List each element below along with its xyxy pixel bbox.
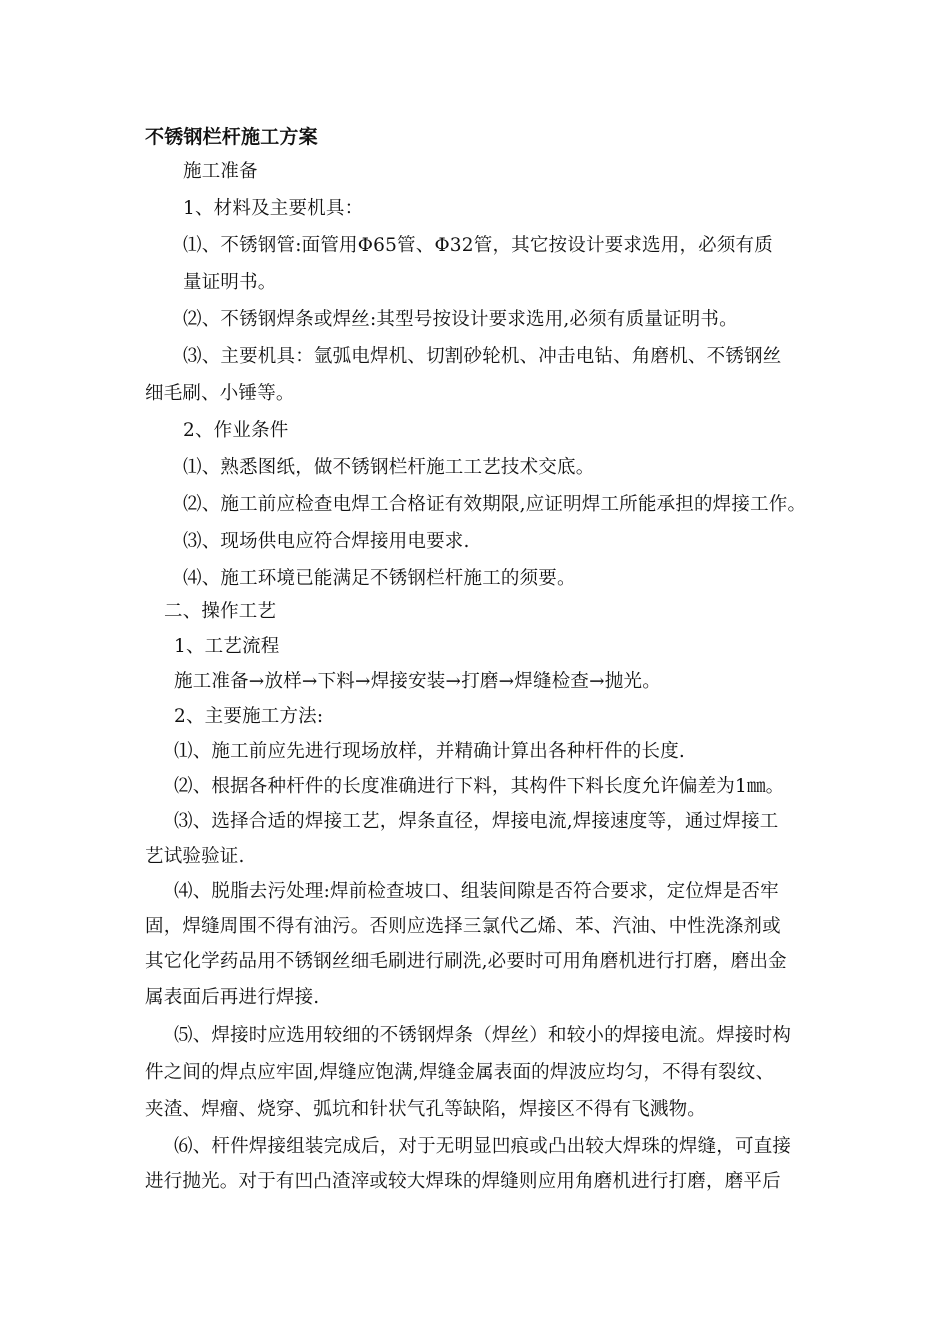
paragraph-line: ⑵、根据各种杆件的长度准确进行下料，其构件下料长度允许偏差为1㎜。 <box>174 776 785 797</box>
paragraph-line: ⑴、施工前应先进行现场放样，并精确计算出各种杆件的长度. <box>174 741 685 762</box>
paragraph-line: 属表面后再进行焊接. <box>145 987 320 1008</box>
section-heading: 二、操作工艺 <box>164 601 277 622</box>
paragraph-line: ⑶、现场供电应符合焊接用电要求. <box>183 531 470 552</box>
paragraph-line: 艺试验验证. <box>145 846 245 867</box>
paragraph-line: ⑷、脱脂去污处理:焊前检查坡口、组装间隙是否符合要求，定位焊是否牢 <box>174 881 779 902</box>
paragraph-line: ⑶、选择合适的焊接工艺，焊条直径，焊接电流,焊接速度等，通过焊接工 <box>174 811 779 832</box>
paragraph-line: 量证明书。 <box>183 272 277 293</box>
paragraph-line: ⑷、施工环境已能满足不锈钢栏杆施工的须要。 <box>183 568 576 589</box>
paragraph-line: 1、工艺流程 <box>174 636 280 657</box>
paragraph-line: 施工准备→放样→下料→焊接安装→打磨→焊缝检查→抛光。 <box>174 671 661 692</box>
paragraph-line: 1、材料及主要机具： <box>183 198 364 219</box>
document-title: 不锈钢栏杆施工方案 <box>145 126 318 148</box>
paragraph-line: 夹渣、焊瘤、烧穿、弧坑和针状气孔等缺陷，焊接区不得有飞溅物。 <box>145 1099 707 1120</box>
paragraph-line: ⑶、主要机具：氩弧电焊机、切割砂轮机、冲击电钻、角磨机、不锈钢丝 <box>183 346 782 367</box>
paragraph-line: 2、作业条件 <box>183 420 289 441</box>
paragraph-line: 其它化学药品用不锈钢丝细毛刷进行刷洗,必要时可用角磨机进行打磨，磨出金 <box>145 951 787 972</box>
paragraph-line: ⑸、焊接时应选用较细的不锈钢焊条（焊丝）和较小的焊接电流。焊接时构 <box>174 1025 792 1046</box>
paragraph-line: 件之间的焊点应牢固,焊缝应饱满,焊缝金属表面的焊波应均匀，不得有裂纹、 <box>145 1062 775 1083</box>
paragraph-line: ⑹、杆件焊接组装完成后，对于无明显凹痕或凸出较大焊珠的焊缝，可直接 <box>174 1136 792 1157</box>
paragraph-line: 固，焊缝周围不得有油污。否则应选择三氯代乙烯、苯、汽油、中性洗涤剂或 <box>145 916 781 937</box>
paragraph-line: 进行抛光。对于有凹凸渣滓或较大焊珠的焊缝则应用角磨机进行打磨，磨平后 <box>145 1171 781 1192</box>
paragraph-line: ⑵、不锈钢焊条或焊丝:其型号按设计要求选用,必须有质量证明书。 <box>183 309 738 330</box>
paragraph-line: 2、主要施工方法: <box>174 706 324 727</box>
paragraph-line: 施工准备 <box>183 161 258 182</box>
paragraph-line: ⑴、不锈钢管:面管用Φ65管、Φ32管，其它按设计要求选用，必须有质 <box>183 235 773 256</box>
paragraph-line: 细毛刷、小锤等。 <box>145 383 295 404</box>
paragraph-line: ⑵、施工前应检查电焊工合格证有效期限,应证明焊工所能承担的焊接工作。 <box>183 494 807 515</box>
paragraph-line: ⑴、熟悉图纸，做不锈钢栏杆施工工艺技术交底。 <box>183 457 595 478</box>
